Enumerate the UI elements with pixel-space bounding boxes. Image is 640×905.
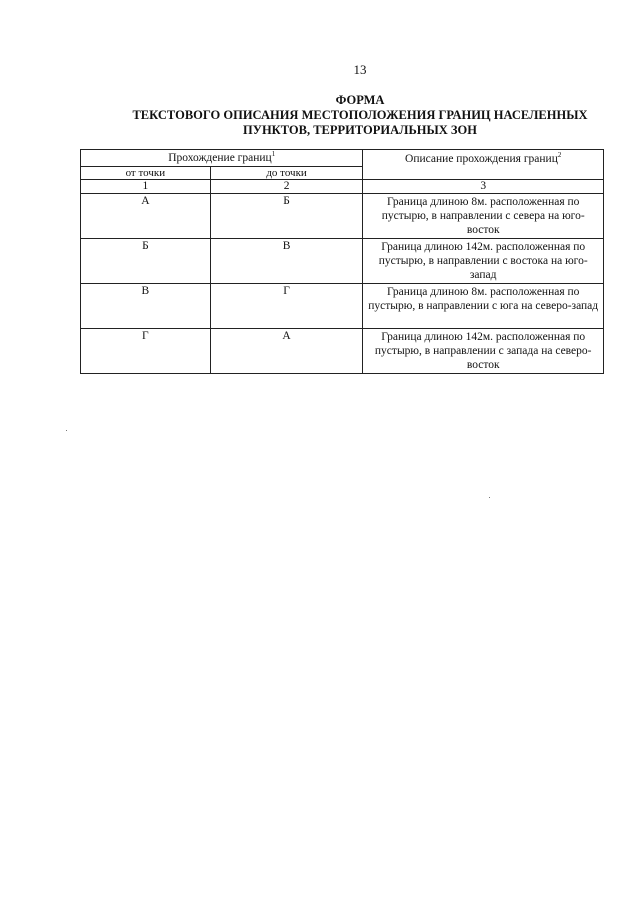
to-point-cell: Б: [210, 194, 363, 239]
from-point-cell: Г: [81, 329, 211, 374]
from-point-cell: Б: [81, 239, 211, 284]
column-number: 3: [363, 180, 604, 194]
footnote-marker-2: 2: [557, 151, 562, 160]
to-point-cell: Г: [210, 284, 363, 329]
column-number: 2: [210, 180, 363, 194]
description-cell: Граница длиною 8м. расположенная по пустырю, в направлении с севера на юго-восток: [363, 194, 604, 239]
page-number: 13: [353, 62, 367, 77]
footnote-marker-1: 1: [271, 150, 276, 159]
table-row: [81, 239, 604, 284]
description-cell: Граница длиною 142м. расположенная по пустырю, в направлении с востока на юго-запад: [363, 239, 604, 284]
from-point-cell: В: [81, 284, 211, 329]
scan-speck: [489, 497, 490, 498]
column-number: 1: [81, 180, 211, 194]
from-point-cell: А: [81, 194, 211, 239]
header-from-point: от точки: [81, 167, 211, 180]
boundary-description-table: [80, 149, 604, 374]
table-row: [81, 194, 604, 239]
table-row: [81, 329, 604, 374]
column-number-row: [81, 180, 604, 194]
table-row: [81, 284, 604, 329]
header-boundary-description: [363, 150, 604, 180]
header-boundary-description-label: Описание прохождения границ: [405, 153, 558, 165]
header-boundary-passage: [81, 150, 363, 167]
title-line-main: ТЕКСТОВОГО ОПИСАНИЯ МЕСТОПОЛОЖЕНИЯ ГРАНИЦ НАСЕЛЕННЫХ: [132, 108, 588, 122]
to-point-cell: А: [210, 329, 363, 374]
description-cell: Граница длиною 142м. расположенная по пустырю, в направлении с запада на северо-восток: [363, 329, 604, 374]
header-boundary-passage-label: Прохождение границ: [168, 152, 272, 164]
document-title: [120, 93, 600, 138]
description-cell: Граница длиною 8м. расположенная по пустырю, в направлении с юга на северо-запад: [363, 284, 604, 329]
header-to-point: до точки: [210, 167, 363, 180]
title-line-form: ФОРМА: [335, 93, 385, 107]
title-line-sub: ПУНКТОВ, ТЕРРИТОРИАЛЬНЫХ ЗОН: [243, 123, 477, 137]
scan-speck: [66, 430, 67, 431]
to-point-cell: В: [210, 239, 363, 284]
